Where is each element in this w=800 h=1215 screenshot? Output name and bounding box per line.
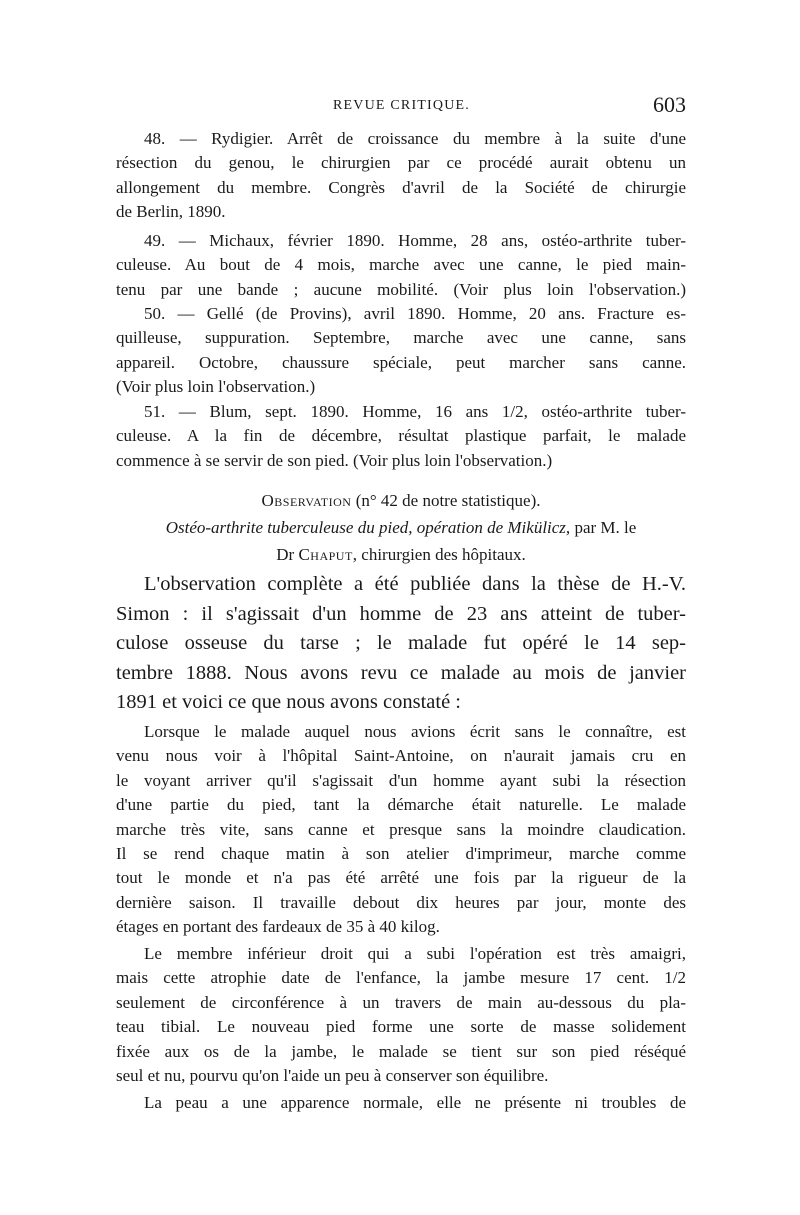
text-line: appareil. Octobre, chaussure spéciale, peut marcher sans canne. [116,352,686,372]
entry-51 [116,400,686,473]
text-line: 49. — Michaux, février 1890. Homme, 28 ans, ostéo-arthrite tuber- [144,231,686,250]
text-line: culeuse. A la fin de décembre, résultat plastique parfait, le malade [116,426,686,446]
entry-50 [116,302,686,400]
text-line: Il se rend chaque matin à son atelier d'imprimeur, marche comme [116,844,686,864]
text-line: allongement du membre. Congrès d'avril de la Société de chirurgie [116,177,686,197]
text-line: marche très vite, sans canne et presque sans la moindre claudication. [116,819,686,839]
observation-title-line [116,487,686,514]
text-line: étages en portant des fardeaux de 35 à 40 kilog. [116,917,440,937]
text-line: La peau a une apparence normale, elle ne présente ni troubles de [144,1093,686,1112]
text-line: venu nous voir à l'hôpital Saint-Antoine, on n'aurait jamais cru en [116,746,686,766]
text-line: mais cette atrophie date de l'enfance, la jambe mesure 17 cent. 1/2 [116,968,686,988]
text-line: fixée aux os de la jambe, le malade se tient sur son pied réséqué [116,1041,686,1061]
text-line: 1891 et voici ce que nous avons constaté : [116,691,461,713]
observation-label: Observation [261,491,352,510]
observation-author-line [116,541,686,568]
body-paragraph-3 [116,1091,686,1115]
text-line: d'une partie du pied, tant la démarche était naturelle. Le malade [116,795,686,815]
observation-note: (n° 42 de notre statistique). [351,491,541,510]
doctor-prefix: Dr [276,545,299,564]
text-line: (Voir plus loin l'observation.) [116,377,316,397]
observation-heading [116,487,686,568]
text-line: culeuse. Au bout de 4 mois, marche avec une canne, le pied main- [116,255,686,275]
intro-paragraph [116,570,686,718]
text-line: commence à se servir de son pied. (Voir plus loin l'observation.) [116,450,553,470]
text-line: Le membre inférieur droit qui a subi l'opération est très amaigri, [144,944,686,963]
text-line: 50. — Gellé (de Provins), avril 1890. Homme, 20 ans. Fracture es- [144,304,686,323]
page-number: 603 [653,92,686,117]
doctor-name: Chaput [298,545,353,564]
text-line: tembre 1888. Nous avons revu ce malade au mois de janvier [116,661,686,684]
text-line: L'observation complète a été publiée dans la thèse de H.-V. [144,573,686,595]
observation-subject-line [116,514,686,541]
text-line: seul et nu, pourvu qu'on l'aide un peu à conserver son équilibre. [116,1066,549,1086]
text-line: Simon : il s'agissait d'un homme de 23 ans atteint de tuber- [116,602,686,625]
text-line: seulement de circonférence à un travers de main au-dessous du pla- [116,992,686,1012]
text-line: le voyant arriver qu'il s'agissait d'un homme ayant subi la résection [116,770,686,790]
running-title: REVUE CRITIQUE. [333,98,470,113]
text-line: quilleuse, suppuration. Septembre, marche avec une canne, sans [116,328,686,348]
text-line: de Berlin, 1890. [116,202,226,222]
text-line: culose osseuse du tarse ; le malade fut opéré le 14 sep- [116,632,686,654]
body-paragraph-2 [116,942,686,1088]
observation-subject: Ostéo-arthrite tuberculeuse du pied, opération de Mikülicz, [165,518,571,537]
doctor-suffix: , chirurgien des hôpitaux. [352,545,526,564]
text-line: tout le monde et n'a pas été arrêté une fois par la rigueur de la [116,868,686,888]
text-line: teau tibial. Le nouveau pied forme une sorte de masse solidement [116,1017,686,1037]
observation-by: par M. le [570,518,637,537]
text-line: 51. — Blum, sept. 1890. Homme, 16 ans 1/2, ostéo-arthrite tuber- [144,402,686,421]
text-line: tenu par une bande ; aucune mobilité. (Voir plus loin l'observation.) [116,279,686,299]
text-line: dernière saison. Il travaille debout dix heures par jour, monte des [116,892,686,912]
running-head [116,92,686,120]
entry-48 [116,127,686,225]
text-line: 48. — Rydigier. Arrêt de croissance du membre à la suite d'une [144,129,686,148]
body-paragraph-1 [116,720,686,940]
text-line: résection du genou, le chirurgien par ce procédé aurait obtenu un [116,153,686,173]
entry-49 [116,229,686,302]
text-line: Lorsque le malade auquel nous avions écrit sans le connaître, est [144,722,686,741]
